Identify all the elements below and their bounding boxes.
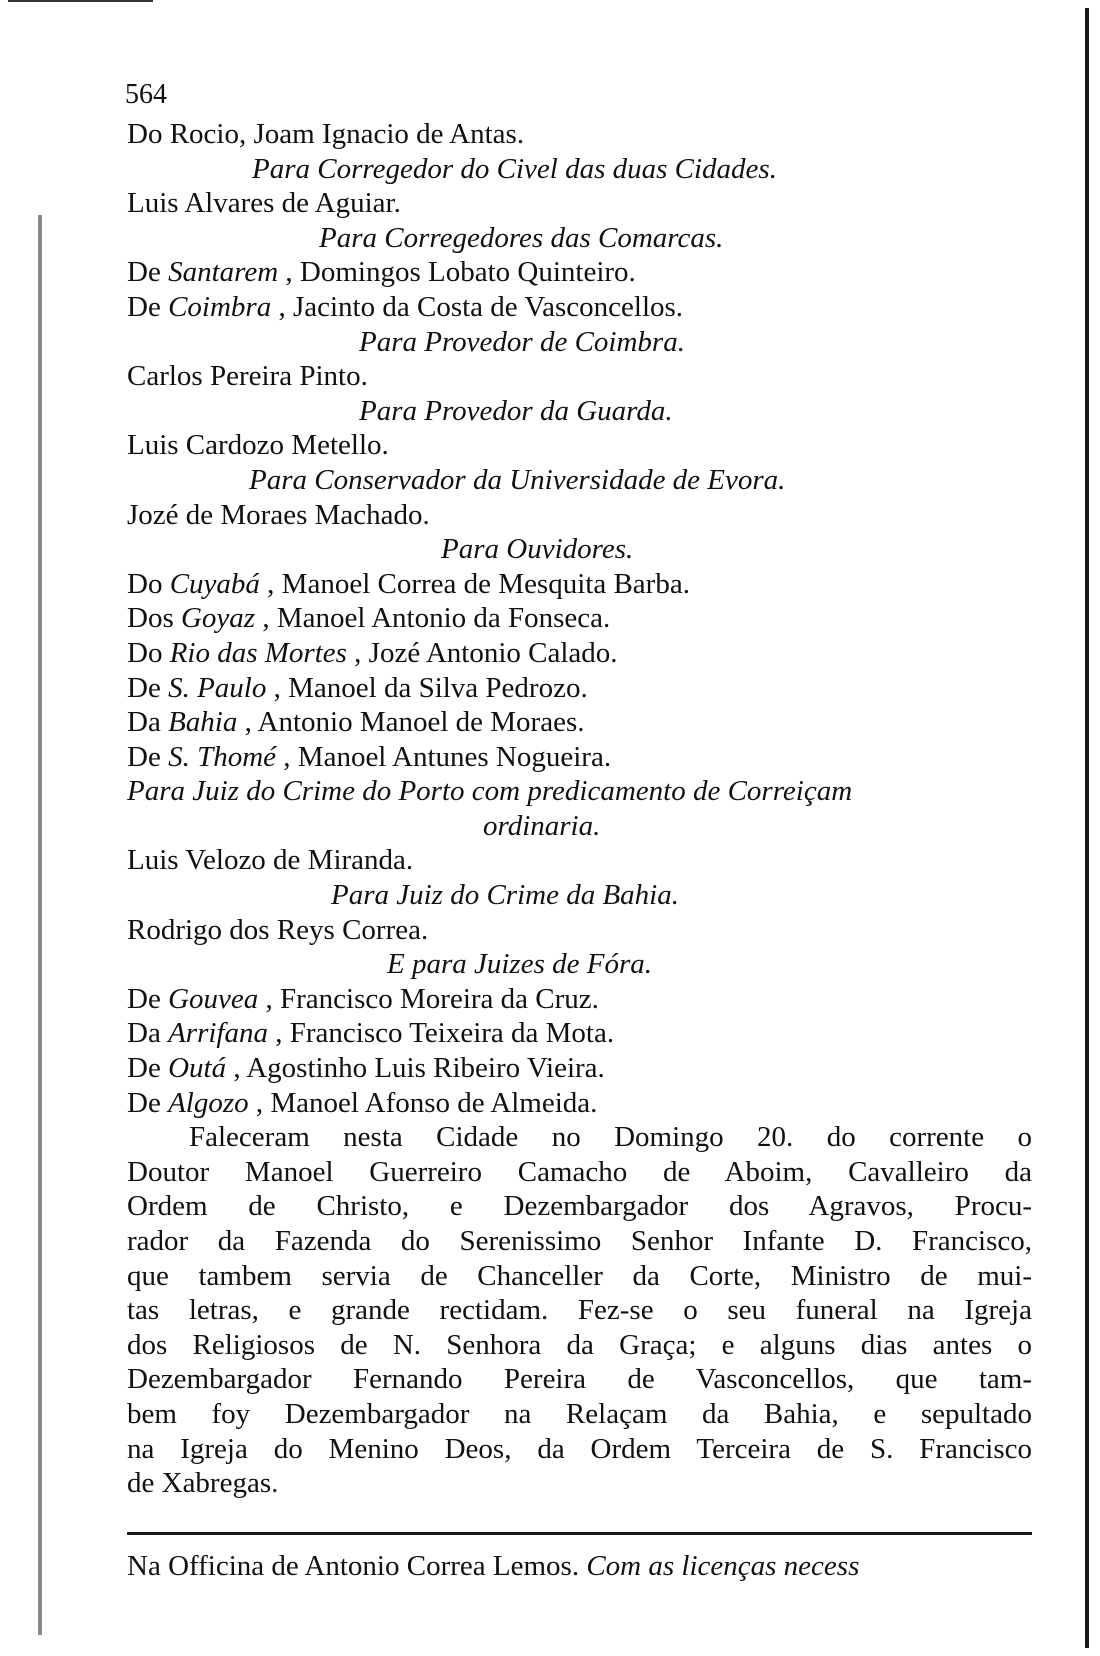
- appointment-entry: [127, 498, 1032, 533]
- appointment-entry: [127, 982, 1032, 1017]
- entry-place: Algozo: [168, 1086, 249, 1119]
- entry-prefix: Do: [127, 118, 163, 150]
- appointment-entry: [127, 117, 1032, 152]
- entry-place: Bahia: [168, 706, 238, 739]
- entry-prefix: De: [127, 1052, 161, 1085]
- heading-text: Para Juiz do Crime da Bahia.: [331, 879, 679, 912]
- paragraph-line: na Igreja do Menino Deos, da Ordem Terceira de S. Francisco: [127, 1432, 1032, 1465]
- appointment-entry: [127, 705, 1032, 740]
- left-binding-edge: [38, 215, 42, 1635]
- section-heading: [127, 774, 1032, 809]
- appointment-entry: [127, 290, 1032, 325]
- entry-name: Rodrigo dos Reys Correa.: [127, 913, 429, 946]
- page-number: 564: [125, 79, 167, 110]
- appointment-entry: [127, 567, 1032, 602]
- entry-prefix: Dos: [127, 602, 174, 635]
- entry-prefix: Da: [127, 706, 161, 739]
- entry-name: , Manoel Antonio da Fonseca.: [262, 602, 611, 635]
- entry-name: , Domingos Lobato Quinteiro.: [285, 256, 636, 289]
- entry-name: Luis Alvares de Aguiar.: [127, 187, 401, 220]
- paragraph-line: Ordem de Christo, e Dezembargador dos Agravos, Procu-: [127, 1190, 1032, 1223]
- paragraph-line: de Xabregas.: [127, 1467, 279, 1500]
- appointment-entry: [127, 740, 1032, 775]
- entry-name: , Manoel Correa de Mesquita Barba.: [267, 567, 690, 600]
- appointment-entry: [127, 636, 1032, 671]
- entry-place: Cuyabá: [169, 567, 260, 600]
- heading-text: Para Corregedor do Civel das duas Cidades.: [252, 152, 777, 185]
- appointment-entry: [127, 843, 1032, 878]
- entry-name: , Manoel Afonso de Almeida.: [255, 1086, 598, 1119]
- entry-place: Goyaz: [180, 602, 256, 635]
- appointment-entry: [127, 359, 1032, 394]
- page-body: [127, 117, 1032, 1501]
- entry-place: S. Thomé: [168, 740, 277, 773]
- section-heading: [127, 809, 1032, 844]
- entry-name: , Agostinho Luis Ribeiro Vieira.: [233, 1052, 605, 1085]
- appointment-entry: [127, 1051, 1032, 1086]
- section-heading: [127, 947, 1032, 982]
- heading-text: Para Juiz do Crime do Porto com predicamento de Correiçam: [127, 775, 853, 808]
- entry-place: Rio das Mortes: [169, 636, 347, 669]
- appointment-entry: [127, 255, 1032, 290]
- entry-name: Rocio, Joam Ignacio de Antas.: [169, 118, 525, 150]
- right-margin-rule: [1085, 8, 1089, 1648]
- heading-text: Para Provedor de Coimbra.: [359, 325, 685, 358]
- paragraph-line: Dezembargador Fernando Pereira de Vasconcellos, que tam-: [127, 1363, 1032, 1396]
- appointment-entry: [127, 1016, 1032, 1051]
- footer-rule: [127, 1532, 1032, 1535]
- imprint-text: Na Officina de Antonio Correa Lemos.: [127, 1550, 580, 1582]
- section-heading: [127, 878, 1032, 913]
- heading-text: Para Conservador da Universidade de Evora.: [249, 463, 786, 496]
- heading-text: E para Juizes de Fóra.: [387, 948, 652, 981]
- paragraph-line: Faleceram nesta Cidade no Domingo 20. do corrente o: [189, 1121, 1032, 1154]
- entry-prefix: De: [127, 256, 161, 289]
- entry-place: Gouvea: [168, 982, 259, 1015]
- imprint-license: Com as licenças necess: [586, 1550, 860, 1582]
- entry-name: , Francisco Moreira da Cruz.: [265, 982, 599, 1015]
- entry-name: , Jozé Antonio Calado.: [354, 636, 618, 669]
- section-heading: [127, 463, 1032, 498]
- entry-name: , Francisco Teixeira da Mota.: [275, 1017, 615, 1050]
- entry-prefix: Do: [127, 636, 163, 669]
- entry-name: Luis Cardozo Metello.: [127, 429, 389, 462]
- entry-prefix: De: [127, 740, 161, 773]
- entry-prefix: De: [127, 290, 161, 323]
- appointment-entry: [127, 671, 1032, 706]
- entry-prefix: De: [127, 1086, 161, 1119]
- entry-name: Jozé de Moraes Machado.: [127, 498, 430, 531]
- section-heading: [127, 394, 1032, 429]
- entry-prefix: De: [127, 671, 161, 704]
- heading-text: Para Ouvidores.: [441, 533, 634, 566]
- entry-prefix: De: [127, 982, 161, 1015]
- entry-prefix: Do: [127, 567, 163, 600]
- entry-name: , Jacinto da Costa de Vasconcellos.: [278, 290, 684, 323]
- section-heading: [127, 532, 1032, 567]
- entry-place: Santarem: [168, 256, 279, 289]
- entry-name: , Manoel Antunes Nogueira.: [283, 740, 612, 773]
- section-heading: [127, 221, 1032, 256]
- appointment-entry: [127, 1086, 1032, 1121]
- top-rule: [8, 0, 153, 2]
- section-heading: [127, 152, 1032, 187]
- entry-place: Coimbra: [168, 290, 272, 323]
- entry-place: Arrifana: [168, 1017, 268, 1050]
- entry-name: , Manoel da Silva Pedrozo.: [273, 671, 588, 704]
- appointment-entry: [127, 186, 1032, 221]
- paragraph-line: que tambem servia de Chanceller da Corte, Ministro de mui-: [127, 1259, 1032, 1292]
- entry-name: Luis Velozo de Miranda.: [127, 844, 414, 877]
- entry-prefix: Da: [127, 1017, 161, 1050]
- appointment-entry: [127, 913, 1032, 948]
- appointment-entry: [127, 428, 1032, 463]
- imprint-footer: [127, 1547, 1032, 1585]
- paragraph-line: dos Religiosos de N. Senhora da Graça; e alguns dias antes o: [127, 1328, 1032, 1361]
- paragraph-line: Doutor Manoel Guerreiro Camacho de Aboim, Cavalleiro da: [127, 1155, 1032, 1188]
- entry-place: Outá: [168, 1052, 227, 1085]
- paragraph-line: bem foy Dezembargador na Relaçam da Bahia, e sepultado: [127, 1397, 1032, 1430]
- entry-name: , Antonio Manoel de Moraes.: [244, 706, 585, 739]
- heading-text: ordinaria.: [483, 809, 601, 842]
- section-heading: [127, 325, 1032, 360]
- paragraph-line: rador da Fazenda do Serenissimo Senhor Infante D. Francisco,: [127, 1225, 1032, 1257]
- entry-name: Carlos Pereira Pinto.: [127, 360, 368, 393]
- paragraph-line: tas letras, e grande rectidam. Fez-se o seu funeral na Igreja: [127, 1294, 1032, 1327]
- entry-place: S. Paulo: [168, 671, 267, 704]
- appointment-entry: [127, 601, 1032, 636]
- heading-text: Para Provedor da Guarda.: [359, 394, 673, 427]
- heading-text: Para Corregedores das Comarcas.: [319, 221, 724, 254]
